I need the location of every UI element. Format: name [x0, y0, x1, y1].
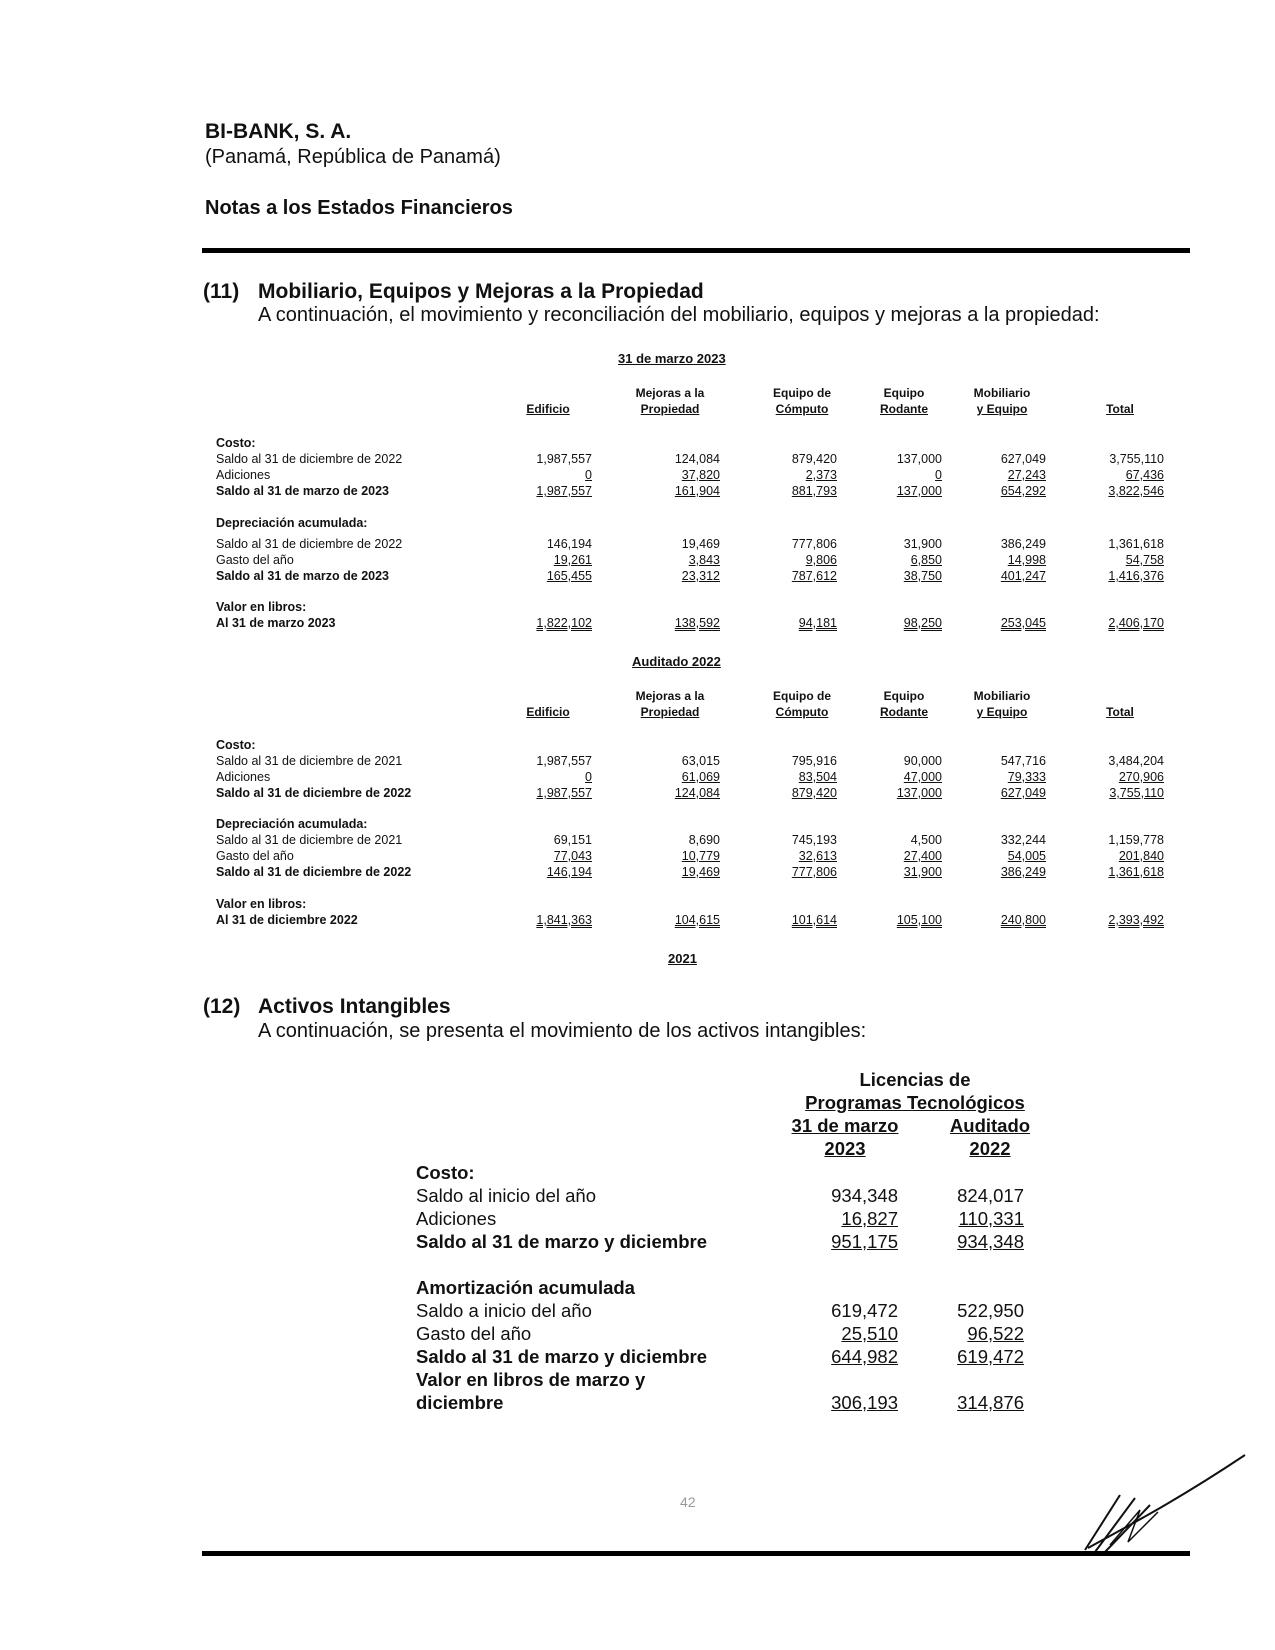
section-12-description: A continuación, se presenta el movimiento de los activos intangibles: — [258, 1020, 867, 1042]
intangibles-row-label: Adiciones — [416, 1208, 497, 1229]
column-header — [1060, 688, 1180, 720]
table-cell: 146,194 — [546, 537, 592, 551]
table-cell: 0 — [585, 468, 592, 482]
signature-mark — [1080, 1450, 1250, 1560]
table-cell: 1,841,363 — [536, 913, 592, 927]
intangibles-group-head-1: Licencias de — [859, 1069, 971, 1090]
table-period-title: Auditado 2022 — [632, 654, 721, 669]
column-header — [610, 688, 730, 720]
table-cell: 3,484,204 — [1108, 754, 1164, 768]
row-label: Saldo al 31 de diciembre de 2022 — [216, 537, 403, 551]
table-cell: 777,806 — [791, 537, 837, 551]
column-header-line-2: Edificio — [526, 705, 570, 719]
table-cell: 795,916 — [791, 754, 837, 768]
column-header-line-1: Equipo — [883, 689, 925, 703]
row-label: Adiciones — [216, 770, 271, 784]
column-header-line-2: y Equipo — [976, 402, 1028, 416]
row-label: Saldo al 31 de marzo de 2023 — [216, 484, 389, 498]
book-value-heading: Valor en libros: — [216, 600, 307, 614]
table-cell: 54,005 — [1007, 849, 1046, 863]
table-cell: 270,906 — [1118, 770, 1164, 784]
row-label: Saldo al 31 de diciembre de 2021 — [216, 754, 403, 768]
table-cell: 10,779 — [681, 849, 720, 863]
table-cell: 104,615 — [674, 913, 720, 927]
row-label: Saldo al 31 de diciembre de 2022 — [216, 452, 403, 466]
bottom-rule — [202, 1551, 1190, 1556]
cost-heading: Costo: — [216, 738, 256, 752]
table-cell: 101,614 — [791, 913, 837, 927]
table-cell: 37,820 — [681, 468, 720, 482]
column-header-line-1 — [488, 688, 608, 704]
intangibles-row-label: Saldo al 31 de marzo y diciembre — [416, 1231, 707, 1252]
table-cell: 3,755,110 — [1109, 786, 1164, 800]
intangibles-amort-heading: Amortización acumulada — [416, 1277, 635, 1298]
cost-heading: Costo: — [216, 436, 256, 450]
table-cell: 1,987,557 — [536, 484, 592, 498]
column-header-line-2: Cómputo — [775, 705, 829, 719]
table-cell: 240,800 — [1000, 913, 1046, 927]
trailing-year-label: 2021 — [668, 951, 697, 966]
table-cell: 386,249 — [1000, 865, 1046, 879]
table-cell: 79,333 — [1007, 770, 1046, 784]
table-cell: 90,000 — [903, 754, 942, 768]
table-cell: 69,151 — [553, 833, 592, 847]
table-cell: 1,159,778 — [1108, 833, 1164, 847]
table-cell: 1,987,557 — [536, 754, 592, 768]
intangibles-cost-heading: Costo: — [416, 1162, 475, 1183]
table-cell: 777,806 — [791, 865, 837, 879]
column-header — [942, 688, 1062, 720]
row-label: Saldo al 31 de diciembre de 2022 — [216, 865, 412, 879]
company-location: (Panamá, República de Panamá) — [205, 146, 501, 168]
table-cell: 1,361,618 — [1108, 537, 1164, 551]
table-cell: 27,243 — [1007, 468, 1046, 482]
column-header-line-1: Equipo de — [773, 689, 831, 703]
table-cell: 19,469 — [681, 537, 720, 551]
table-cell: 2,406,170 — [1108, 616, 1164, 630]
table-period-title: 31 de marzo 2023 — [618, 351, 726, 366]
table-cell: 146,194 — [546, 865, 592, 879]
table-cell: 1,987,557 — [536, 786, 592, 800]
table-cell: 547,716 — [1000, 754, 1046, 768]
page-number: 42 — [680, 1494, 696, 1510]
table-cell: 137,000 — [896, 452, 942, 466]
table-cell: 137,000 — [896, 786, 942, 800]
row-label: Al 31 de marzo 2023 — [216, 616, 336, 630]
column-header-line-1: Mobiliario — [973, 689, 1031, 703]
table-cell: 1,361,618 — [1108, 865, 1164, 879]
table-cell: 6,850 — [910, 553, 942, 567]
table-cell: 2,373 — [805, 468, 837, 482]
table-cell: 881,793 — [791, 484, 837, 498]
row-label: Saldo al 31 de marzo de 2023 — [216, 569, 389, 583]
intangibles-col2-year: 2022 — [969, 1138, 1011, 1159]
top-rule — [202, 248, 1190, 253]
column-header — [488, 385, 608, 417]
table-cell: 77,043 — [553, 849, 592, 863]
section-11-title: Mobiliario, Equipos y Mejoras a la Propiedad — [258, 280, 704, 303]
table-cell: 27,400 — [903, 849, 942, 863]
table-cell: 0 — [935, 468, 942, 482]
table-cell: 23,312 — [681, 569, 720, 583]
intangibles-cell: 644,982 — [831, 1346, 898, 1367]
table-cell: 83,504 — [798, 770, 837, 784]
column-header-line-1 — [1060, 385, 1180, 401]
intangibles-cell: 522,950 — [957, 1300, 1024, 1321]
column-header-line-2: Rodante — [880, 705, 928, 719]
intangibles-row-label: Saldo a inicio del año — [416, 1300, 592, 1321]
depreciation-heading: Depreciación acumulada: — [216, 817, 368, 831]
intangibles-cell: 25,510 — [841, 1323, 898, 1344]
table-cell: 8,690 — [688, 833, 720, 847]
book-value-heading: Valor en libros: — [216, 897, 307, 911]
table-cell: 4,500 — [910, 833, 942, 847]
table-cell: 253,045 — [1000, 616, 1046, 630]
column-header-line-1: Mejoras a la — [635, 386, 705, 400]
table-cell: 1,416,376 — [1108, 569, 1164, 583]
table-cell: 879,420 — [791, 452, 837, 466]
table-cell: 19,469 — [681, 865, 720, 879]
table-cell: 386,249 — [1000, 537, 1046, 551]
column-header-line-2: Total — [1106, 402, 1134, 416]
table-cell: 32,613 — [798, 849, 837, 863]
table-cell: 124,084 — [674, 786, 720, 800]
column-header-line-2: Edificio — [526, 402, 570, 416]
intangibles-col1-head: 31 de marzo — [791, 1115, 899, 1136]
column-header-line-1: Equipo de — [773, 386, 831, 400]
intangibles-cell: 16,827 — [841, 1208, 898, 1229]
table-cell: 3,755,110 — [1109, 452, 1164, 466]
intangibles-cell: 934,348 — [957, 1231, 1024, 1252]
intangibles-row-label: Saldo al inicio del año — [416, 1185, 596, 1206]
intangibles-cell: 619,472 — [831, 1300, 898, 1321]
table-cell: 3,843 — [688, 553, 720, 567]
column-header-line-2: Propiedad — [640, 402, 700, 416]
column-header-line-2: Total — [1106, 705, 1134, 719]
table-cell: 138,592 — [674, 616, 720, 630]
table-cell: 165,455 — [546, 569, 592, 583]
intangibles-cell: 934,348 — [831, 1185, 898, 1206]
column-header-line-1 — [1060, 688, 1180, 704]
table-cell: 787,612 — [791, 569, 837, 583]
row-label: Saldo al 31 de diciembre de 2022 — [216, 786, 412, 800]
table-cell: 63,015 — [681, 754, 720, 768]
intangibles-col1-year: 2023 — [824, 1138, 866, 1159]
table-cell: 137,000 — [896, 484, 942, 498]
intangibles-cell: 110,331 — [958, 1208, 1024, 1229]
intangibles-book-label-1: Valor en libros de marzo y — [416, 1369, 646, 1390]
intangibles-group-head-2: Programas Tecnológicos — [805, 1092, 1025, 1113]
row-label: Saldo al 31 de diciembre de 2021 — [216, 833, 403, 847]
column-header-line-2: Cómputo — [775, 402, 829, 416]
table-cell: 745,193 — [791, 833, 837, 847]
table-cell: 38,750 — [903, 569, 942, 583]
column-header-line-1: Mejoras a la — [635, 689, 705, 703]
table-cell: 879,420 — [791, 786, 837, 800]
table-cell: 67,436 — [1125, 468, 1164, 482]
intangibles-col2-head: Auditado — [949, 1115, 1031, 1136]
intangibles-row-label: Gasto del año — [416, 1323, 532, 1344]
table-cell: 61,069 — [681, 770, 720, 784]
table-cell: 627,049 — [1000, 786, 1046, 800]
column-header-line-2: y Equipo — [976, 705, 1028, 719]
table-cell: 0 — [585, 770, 592, 784]
table-cell: 332,244 — [1000, 833, 1046, 847]
column-header — [488, 688, 608, 720]
section-12-title: Activos Intangibles — [258, 995, 451, 1018]
table-cell: 201,840 — [1118, 849, 1164, 863]
table-cell: 627,049 — [1000, 452, 1046, 466]
section-11-number: (11) — [203, 280, 240, 303]
table-cell: 161,904 — [674, 484, 720, 498]
column-header — [942, 385, 1062, 417]
row-label: Gasto del año — [216, 553, 294, 567]
table-cell: 1,822,102 — [536, 616, 592, 630]
column-header — [610, 385, 730, 417]
table-cell: 654,292 — [1000, 484, 1046, 498]
intangibles-cell: 951,175 — [831, 1231, 898, 1252]
table-cell: 105,100 — [896, 913, 942, 927]
table-cell: 19,261 — [553, 553, 592, 567]
table-cell: 94,181 — [798, 616, 837, 630]
table-cell: 47,000 — [903, 770, 942, 784]
depreciation-heading: Depreciación acumulada: — [216, 516, 368, 530]
table-cell: 2,393,492 — [1108, 913, 1164, 927]
table-cell: 3,822,546 — [1108, 484, 1164, 498]
intangibles-book-label-2: diciembre — [416, 1392, 504, 1413]
row-label: Gasto del año — [216, 849, 294, 863]
intangibles-book-value-2022: 314,876 — [957, 1392, 1024, 1413]
table-cell: 401,247 — [1000, 569, 1046, 583]
table-cell: 124,084 — [674, 452, 720, 466]
table-cell: 1,987,557 — [536, 452, 592, 466]
table-cell: 14,998 — [1007, 553, 1046, 567]
table-cell: 98,250 — [903, 616, 942, 630]
intangibles-row-label: Saldo al 31 de marzo y diciembre — [416, 1346, 707, 1367]
table-cell: 31,900 — [903, 537, 942, 551]
section-11-description: A continuación, el movimiento y reconciliación del mobiliario, equipos y mejoras a la propiedad: — [258, 304, 1100, 326]
company-name: BI-BANK, S. A. — [205, 120, 352, 143]
table-cell: 9,806 — [805, 553, 837, 567]
intangibles-cell: 824,017 — [957, 1185, 1024, 1206]
column-header-line-1: Mobiliario — [973, 386, 1031, 400]
document-title: Notas a los Estados Financieros — [205, 197, 513, 219]
table-cell: 31,900 — [903, 865, 942, 879]
column-header — [1060, 385, 1180, 417]
section-12-number: (12) — [203, 995, 241, 1018]
intangibles-cell: 96,522 — [967, 1323, 1024, 1344]
row-label: Al 31 de diciembre 2022 — [216, 913, 358, 927]
column-header-line-2: Propiedad — [640, 705, 700, 719]
column-header-line-2: Rodante — [880, 402, 928, 416]
table-cell: 54,758 — [1125, 553, 1164, 567]
row-label: Adiciones — [216, 468, 271, 482]
intangibles-cell: 619,472 — [957, 1346, 1024, 1367]
column-header-line-1: Equipo — [883, 386, 925, 400]
column-header-line-1 — [488, 385, 608, 401]
intangibles-book-value-2023: 306,193 — [831, 1392, 898, 1413]
